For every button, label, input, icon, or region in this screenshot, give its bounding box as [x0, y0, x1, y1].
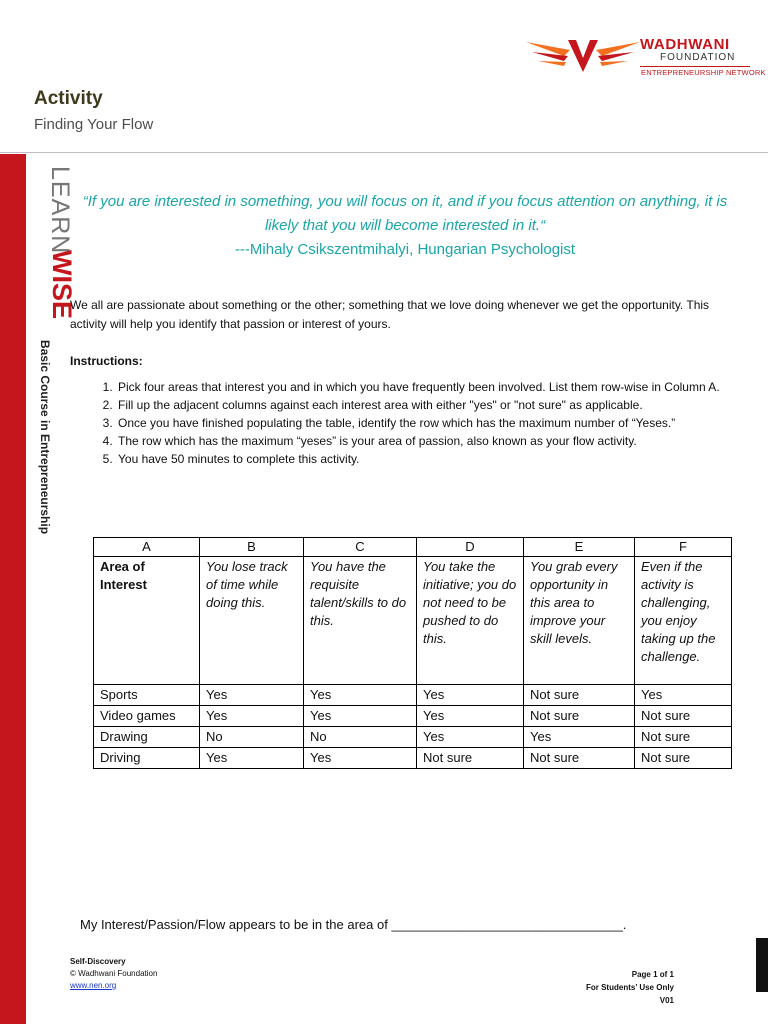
- footer-left: [70, 956, 157, 992]
- wadhwani-logo-icon: [524, 36, 642, 76]
- table-cell: Not sure: [635, 727, 732, 748]
- flow-statement: My Interest/Passion/Flow appears to be in the area of ________________________________.: [80, 917, 627, 932]
- footer-section-label: Self-Discovery: [70, 957, 126, 966]
- instructions-title: Instructions:: [70, 354, 143, 368]
- table-cell: Yes: [304, 685, 417, 706]
- header-divider: [0, 152, 768, 153]
- table-cell: Yes: [200, 748, 304, 769]
- flow-activity-table: [93, 537, 732, 769]
- footer-copyright: © Wadhwani Foundation: [70, 969, 158, 978]
- learnwise-learn: LEARN: [46, 166, 74, 255]
- column-header: C: [304, 538, 417, 557]
- column-header: F: [635, 538, 732, 557]
- instruction-step: 2. Fill up the adjacent columns against each interest area with either "yes" or "not sure" as applicable.: [116, 396, 736, 414]
- table-cell: Not sure: [635, 706, 732, 727]
- intro-paragraph: We all are passionate about something or the other; something that we love doing whenever we get the opportunity. This activity will help you identify that passion or interest of yours.: [70, 298, 710, 331]
- column-header: A: [94, 538, 200, 557]
- quote-text: “If you are interested in something, you will focus on it, and if you focus attention on anything, it is likely that you will become interested in it.“: [82, 193, 728, 234]
- page-number: Page 1 of 1: [631, 970, 674, 979]
- table-cell: Not sure: [635, 748, 732, 769]
- page-title: Activity: [34, 88, 103, 109]
- instruction-step: 1. Pick four areas that interest you and in which you have frequently been involved. List them row-wise in Column A.: [116, 378, 736, 396]
- descriptor-cell: You lose track of time while doing this.: [200, 557, 304, 685]
- table-cell: Video games: [94, 706, 200, 727]
- descriptor-cell: You grab every opportunity in this area to improve your skill levels.: [524, 557, 635, 685]
- table-row: [94, 727, 732, 748]
- learnwise-logo-icon: [28, 164, 77, 336]
- learnwise-wise: WISE: [47, 250, 77, 320]
- descriptor-cell: You have the requisite talent/skills to do this.: [304, 557, 417, 685]
- footer-link[interactable]: www.nen.org: [70, 981, 117, 990]
- table-cell: No: [200, 727, 304, 748]
- instruction-step: 3. Once you have finished populating the table, identify the row which has the maximum number of “Yeses.”: [116, 414, 736, 432]
- org-subname: FOUNDATION: [660, 52, 736, 63]
- version-label: V01: [659, 996, 674, 1005]
- instruction-step: 4. The row which has the maximum “yeses” is your area of passion, also known as your flow activity.: [116, 432, 736, 450]
- table-cell: Driving: [94, 748, 200, 769]
- column-header: E: [524, 538, 635, 557]
- column-header: D: [417, 538, 524, 557]
- table-cell: Yes: [200, 706, 304, 727]
- column-header: B: [200, 538, 304, 557]
- table-row: [94, 706, 732, 727]
- table-cell: Sports: [94, 685, 200, 706]
- table-cell: Yes: [417, 706, 524, 727]
- instruction-step: 5. You have 50 minutes to complete this activity.: [116, 450, 736, 468]
- table-cell: Yes: [417, 685, 524, 706]
- org-name: WADHWANI: [640, 36, 730, 53]
- descriptor-cell: Area of Interest: [94, 557, 200, 685]
- table-cell: Yes: [304, 706, 417, 727]
- table-cell: No: [304, 727, 417, 748]
- table-cell: Yes: [635, 685, 732, 706]
- table-row: [94, 685, 732, 706]
- instructions-list: [92, 378, 736, 468]
- org-network: ENTREPRENEURSHIP NETWORK: [641, 68, 766, 77]
- table-cell: Drawing: [94, 727, 200, 748]
- course-side-label: Basic Course in Entrepreneurship: [38, 340, 52, 535]
- table-header-row: [94, 538, 732, 557]
- table-cell: Not sure: [524, 748, 635, 769]
- footer-right: [560, 968, 674, 1007]
- descriptor-cell: You take the initiative; you do not need to be pushed to do this.: [417, 557, 524, 685]
- table-cell: Not sure: [417, 748, 524, 769]
- table-cell: Not sure: [524, 706, 635, 727]
- descriptor-cell: Even if the activity is challenging, you enjoy taking up the challenge.: [635, 557, 732, 685]
- quote-author: ---Mihaly Csikszentmihalyi, Hungarian Psychologist: [234, 241, 576, 258]
- page-subtitle: Finding Your Flow: [34, 116, 154, 133]
- page-edge-tab: [756, 938, 768, 992]
- descriptor-row: [94, 557, 732, 685]
- table-cell: Yes: [524, 727, 635, 748]
- table-cell: Yes: [304, 748, 417, 769]
- side-accent-bar: [0, 154, 26, 1024]
- org-divider: [640, 66, 750, 67]
- table-cell: Yes: [417, 727, 524, 748]
- table-row: [94, 748, 732, 769]
- table-cell: Yes: [200, 685, 304, 706]
- usage-note: For Students’ Use Only: [585, 983, 674, 992]
- table-cell: Not sure: [524, 685, 635, 706]
